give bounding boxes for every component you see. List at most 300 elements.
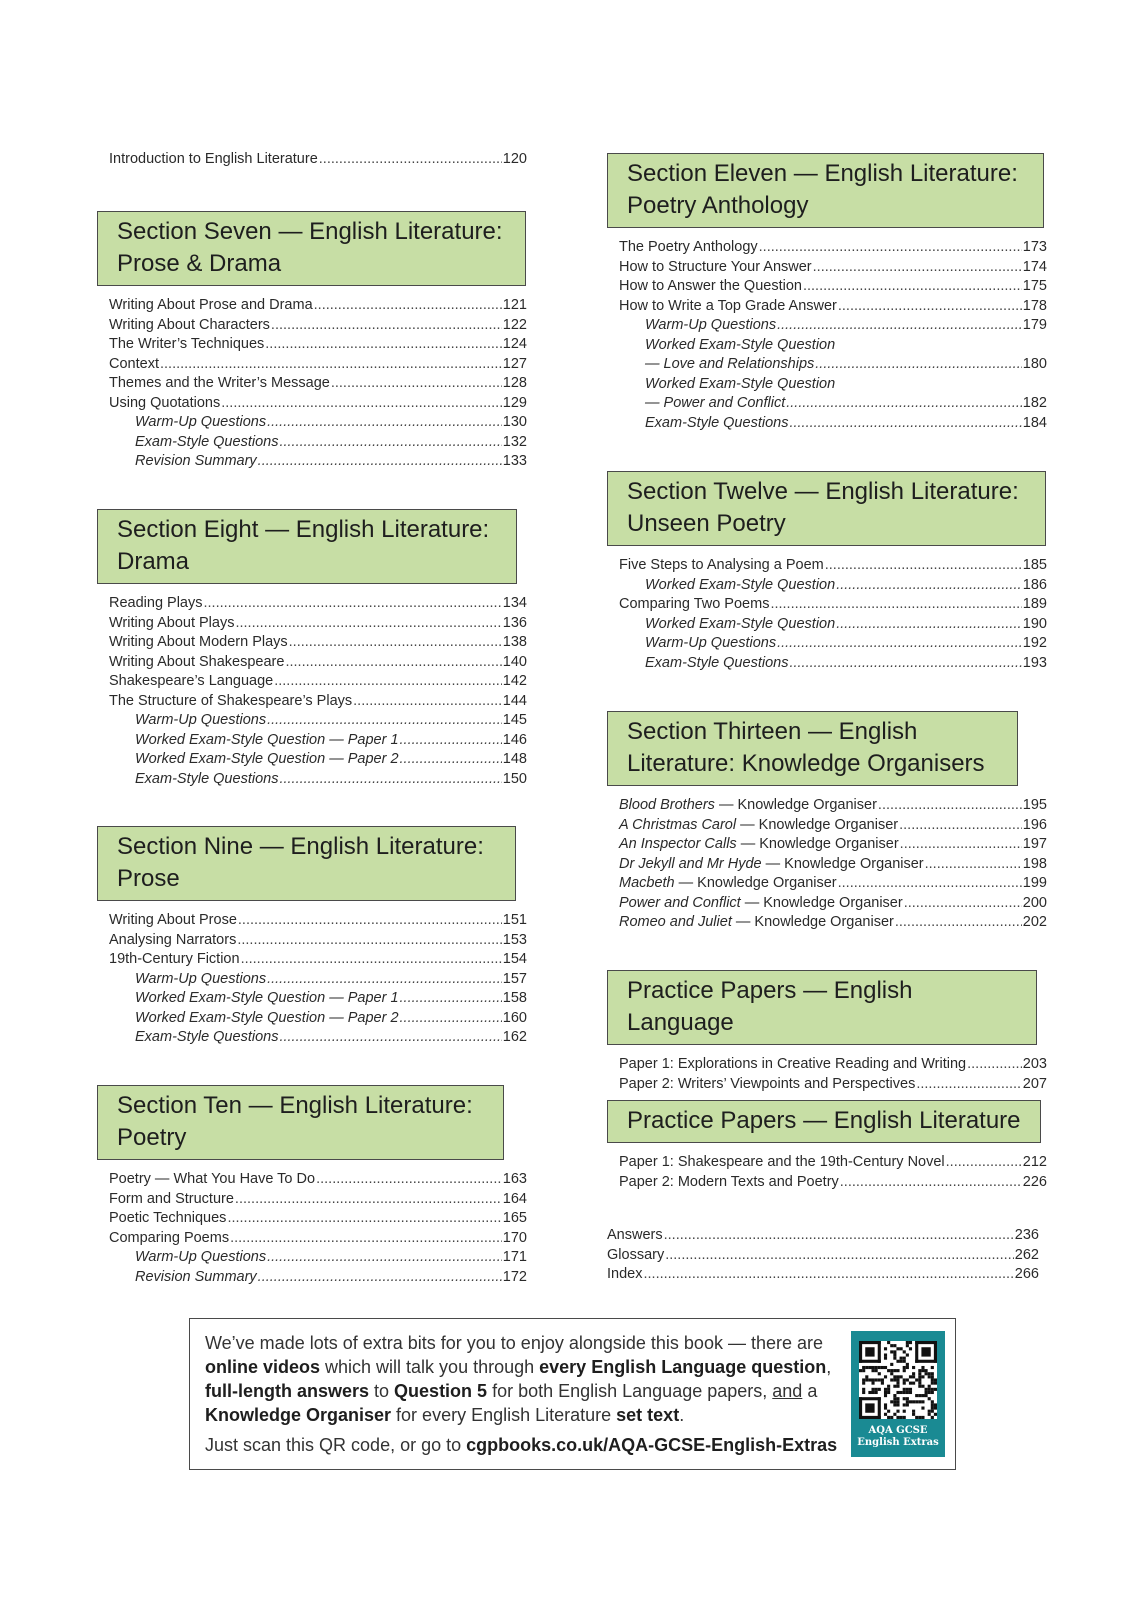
toc-entry-title: How to Write a Top Grade Answer: [619, 297, 837, 314]
toc-page-number: 190: [1022, 615, 1047, 632]
toc-entry[interactable]: [109, 970, 527, 990]
dot-leader: [267, 970, 502, 990]
toc-section: [97, 211, 527, 472]
toc-entry-title: [619, 816, 898, 836]
toc-entry[interactable]: [109, 633, 527, 653]
toc-entry-title: Shakespeare’s Language: [109, 673, 274, 689]
toc-entry-title: Writing About Prose and Drama: [109, 297, 313, 313]
toc-page-number: 157: [502, 970, 527, 987]
toc-entry-title: How to Answer the Question: [619, 278, 802, 294]
toc-entry[interactable]: [619, 556, 1047, 576]
dot-leader: [235, 1190, 502, 1210]
toc-page-number: 142: [502, 673, 527, 689]
toc-entry[interactable]: [619, 1153, 1047, 1173]
toc-entry[interactable]: [109, 1028, 527, 1048]
toc-page-number: 124: [502, 336, 527, 352]
toc-entry-title: — Power and Conflict: [645, 395, 786, 411]
toc-entry[interactable]: [619, 894, 1047, 914]
dot-leader: [267, 413, 502, 433]
section-heading-line: Poetry: [117, 1124, 187, 1151]
section-heading-line: Section Nine — English Literature:: [117, 833, 484, 860]
dot-leader: [900, 835, 1022, 855]
toc-entry-title: Warm-Up Questions: [135, 414, 267, 430]
section-heading[interactable]: [607, 1100, 1041, 1143]
back-matter-list: [607, 1226, 1039, 1285]
section-heading-line: Practice Papers — English Literature: [627, 1107, 1021, 1134]
toc-page-number: 174: [1022, 258, 1047, 275]
toc-page-number: 200: [1022, 894, 1047, 911]
dot-leader: [279, 1028, 501, 1048]
toc-entry[interactable]: [619, 394, 1047, 414]
toc-entry-title: Worked Exam-Style Question: [645, 336, 836, 353]
toc-entry-title: Paper 1: Explorations in Creative Reading and Writing: [619, 1056, 967, 1072]
toc-entry[interactable]: [109, 950, 527, 970]
toc-page-number: 160: [502, 1009, 527, 1026]
toc-entry-title: [619, 894, 903, 914]
toc-page-number: 158: [502, 990, 527, 1006]
toc-entry-title: Comparing Two Poems: [619, 596, 770, 612]
toc-page-number: 120: [502, 151, 527, 167]
dot-leader: [258, 1268, 502, 1288]
toc-entry-suffix: — Knowledge Organiser: [674, 875, 837, 891]
toc-entry[interactable]: [109, 931, 527, 951]
toc-page-number: 262: [1014, 1246, 1039, 1263]
dot-leader: [786, 394, 1022, 414]
dot-leader: [789, 414, 1021, 434]
toc-page-number: 122: [502, 316, 527, 333]
section-heading-line: Unseen Poetry: [627, 510, 786, 537]
toc-entry-title: Poetic Techniques: [109, 1210, 227, 1226]
toc-entry[interactable]: [109, 594, 527, 614]
scan-instruction: Just scan this QR code, or go to cgpbooks.co.uk/AQA-GCSE-English-Extras: [205, 1435, 838, 1455]
toc-entry-title: Form and Structure: [109, 1190, 234, 1207]
toc-entry[interactable]: [109, 1190, 527, 1210]
dot-leader: [759, 238, 1022, 258]
toc-entry-title: Answers: [607, 1227, 663, 1243]
toc-entry-title: Warm-Up Questions: [135, 1249, 267, 1265]
dot-leader: [314, 296, 502, 316]
dot-leader: [237, 931, 501, 951]
section-heading-line: Section Ten — English Literature:: [117, 1092, 473, 1119]
toc-entry-title: Writing About Prose: [109, 912, 237, 928]
toc-entry-title: [619, 855, 924, 875]
section-heading-line: Section Twelve — English Literature:: [627, 478, 1019, 505]
toc-entry-title: Context: [109, 355, 159, 372]
dot-leader: [836, 576, 1022, 596]
toc-entry[interactable]: [619, 1173, 1047, 1193]
toc-page-number: 128: [502, 375, 527, 391]
toc-entry-suffix: — Knowledge Organiser: [740, 894, 903, 911]
toc-entry-title: Introduction to English Literature: [109, 151, 318, 167]
toc-page-number: 173: [1022, 239, 1047, 255]
toc-page-number: 140: [502, 653, 527, 670]
dot-leader: [271, 316, 502, 336]
section-heading[interactable]: [97, 509, 517, 584]
toc-entry-title: Writing About Plays: [109, 614, 235, 631]
toc-page-number: 144: [502, 692, 527, 709]
toc-entry[interactable]: [619, 855, 1047, 875]
toc-page-number: 212: [1022, 1154, 1047, 1170]
dot-leader: [838, 874, 1022, 894]
toc-entry[interactable]: [619, 576, 1047, 596]
toc-entry-title: [619, 874, 837, 894]
toc-entry[interactable]: [109, 1268, 527, 1288]
dot-leader: [895, 913, 1022, 933]
toc-page-number: 236: [1014, 1227, 1039, 1243]
toc-page-number: 127: [502, 355, 527, 372]
toc-entry[interactable]: [109, 1229, 527, 1249]
toc-entry[interactable]: [109, 433, 527, 453]
qr-pattern: [859, 1341, 937, 1419]
toc-entry[interactable]: [109, 614, 527, 634]
toc-entry[interactable]: [109, 989, 527, 1009]
dot-leader: [899, 816, 1022, 836]
dot-leader: [925, 855, 1022, 875]
section-heading-line: Literature: Knowledge Organisers: [627, 750, 985, 777]
toc-page-number: 132: [502, 433, 527, 450]
toc-page-number: 179: [1022, 317, 1047, 333]
toc-page-number: 266: [1014, 1266, 1039, 1282]
toc-section: [97, 826, 527, 1048]
toc-entry-title: [619, 835, 899, 855]
toc-entry-text-title: Dr Jekyll and Mr Hyde: [619, 855, 762, 872]
dot-leader: [777, 634, 1022, 654]
toc-entry[interactable]: [619, 595, 1047, 615]
toc-page-number: 207: [1022, 1075, 1047, 1092]
dot-leader: [285, 653, 501, 673]
toc-page-number: 148: [502, 751, 527, 767]
dot-leader: [265, 335, 502, 355]
toc-page-number: 195: [1022, 797, 1047, 813]
toc-page-number: 193: [1022, 654, 1047, 671]
dot-leader: [840, 1173, 1022, 1193]
toc-entry[interactable]: [109, 355, 527, 375]
toc-entry[interactable]: [619, 1075, 1047, 1095]
section-heading-line: Prose: [117, 865, 180, 892]
toc-section: [607, 153, 1047, 433]
toc-entry[interactable]: [619, 258, 1047, 278]
dot-leader: [400, 731, 502, 751]
toc-entry-title: [619, 913, 894, 933]
toc-page-number: 203: [1022, 1056, 1047, 1072]
dot-leader: [204, 594, 502, 614]
toc-page-number: 151: [502, 912, 527, 928]
toc-entry[interactable]: [109, 1209, 527, 1229]
dot-leader: [916, 1075, 1021, 1095]
section-heading[interactable]: [97, 1085, 504, 1160]
toc-entry[interactable]: [619, 796, 1047, 816]
toc-page-number: 226: [1022, 1173, 1047, 1190]
toc-entry-list: [607, 1055, 1047, 1094]
toc-section: [97, 509, 527, 789]
toc-entry-title: Reading Plays: [109, 595, 203, 611]
toc-page-number: 202: [1022, 914, 1047, 930]
toc-page-number: 129: [502, 394, 527, 411]
toc-entry-title: Writing About Characters: [109, 316, 270, 333]
toc-entry-text-title: Romeo and Juliet: [619, 914, 732, 930]
toc-entry-suffix: — Knowledge Organiser: [736, 816, 899, 833]
dot-leader: [227, 1209, 501, 1229]
toc-entry-title: Writing About Shakespeare: [109, 653, 285, 670]
dot-leader: [319, 150, 502, 170]
toc-entry-title: Worked Exam-Style Question: [645, 615, 836, 632]
dot-leader: [777, 316, 1022, 336]
section-heading-line: Section Eleven — English Literature:: [627, 160, 1018, 187]
toc-entry[interactable]: [619, 1055, 1047, 1075]
toc-page-number: 180: [1022, 356, 1047, 372]
toc-page-number: 134: [502, 595, 527, 611]
toc-entry-title: Revision Summary: [135, 453, 257, 469]
dot-leader: [946, 1153, 1022, 1173]
qr-label: AQA GCSE English Extras: [857, 1425, 939, 1448]
toc-entry[interactable]: [619, 913, 1047, 933]
toc-entry-list: [607, 238, 1047, 433]
toc-page-number: 197: [1022, 836, 1047, 852]
dot-leader: [221, 394, 502, 414]
toc-entry-title: Worked Exam-Style Question — Paper 1: [135, 990, 399, 1006]
dot-leader: [836, 615, 1022, 635]
dot-leader: [353, 692, 502, 712]
toc-entry-title: Revision Summary: [135, 1268, 257, 1285]
toc-entry-list: [97, 911, 527, 1048]
toc-entry[interactable]: [619, 816, 1047, 836]
toc-entry-title: Exam-Style Questions: [645, 654, 789, 671]
dot-leader: [967, 1055, 1022, 1075]
toc-entry-title: Comparing Poems: [109, 1229, 230, 1246]
toc-page-number: 136: [502, 614, 527, 631]
toc-entry[interactable]: [619, 615, 1047, 635]
toc-entry-list: [97, 296, 527, 472]
toc-page-number: 198: [1022, 855, 1047, 872]
toc-entry[interactable]: [619, 297, 1047, 317]
toc-page-number: 153: [502, 931, 527, 948]
dot-leader: [331, 374, 502, 394]
toc-entry-title: Worked Exam-Style Question — Paper 2: [135, 1009, 399, 1026]
toc-entry[interactable]: [109, 653, 527, 673]
toc-entry-title: The Poetry Anthology: [619, 239, 758, 255]
dot-leader: [235, 614, 501, 634]
dot-leader: [825, 556, 1022, 576]
section-heading-line: Practice Papers — English Language: [627, 977, 913, 1036]
toc-entry-title: Index: [607, 1266, 643, 1282]
toc-page-number: 175: [1022, 278, 1047, 294]
toc-entry-title: Worked Exam-Style Question: [645, 375, 836, 392]
toc-page-number: 189: [1022, 596, 1047, 612]
dot-leader: [838, 297, 1022, 317]
toc-page-number: 138: [502, 634, 527, 650]
dot-leader: [643, 1265, 1013, 1285]
toc-entry[interactable]: [109, 1170, 527, 1190]
toc-page-number: 185: [1022, 557, 1047, 573]
toc-entry[interactable]: [619, 336, 1047, 356]
toc-entry[interactable]: [619, 654, 1047, 674]
dot-leader: [770, 595, 1021, 615]
toc-entry-title: Using Quotations: [109, 394, 221, 411]
dot-leader: [400, 989, 502, 1009]
toc-entry-title: Exam-Style Questions: [135, 770, 279, 787]
toc-entry[interactable]: [109, 374, 527, 394]
toc-entry-list: [97, 594, 527, 789]
toc-entry-title: Exam-Style Questions: [135, 1029, 279, 1045]
toc-entry-list: [607, 796, 1047, 933]
toc-entry-list: [607, 556, 1047, 673]
section-heading-line: Prose & Drama: [117, 250, 282, 277]
toc-page-number: 165: [502, 1210, 527, 1226]
toc-page-number: 150: [502, 770, 527, 787]
dot-leader: [665, 1246, 1014, 1266]
toc-entry-title: 19th-Century Fiction: [109, 951, 240, 967]
toc-entry[interactable]: [619, 316, 1047, 336]
toc-page-number: 121: [502, 297, 527, 313]
toc-section: [97, 1085, 527, 1287]
toc-entry-suffix: — Knowledge Organiser: [714, 797, 877, 813]
toc-entry-title: Worked Exam-Style Question — Paper 1: [135, 731, 399, 748]
toc-entry[interactable]: [109, 770, 527, 790]
dot-leader: [258, 452, 502, 472]
dot-leader: [664, 1226, 1014, 1246]
dot-leader: [400, 750, 502, 770]
dot-leader: [803, 277, 1022, 297]
toc-entry-title: Themes and the Writer’s Message: [109, 375, 330, 391]
toc-entry-title: [619, 796, 877, 816]
toc-entry-title: Worked Exam-Style Question: [645, 576, 836, 593]
toc-entry[interactable]: [619, 355, 1047, 375]
toc-entry[interactable]: [619, 414, 1047, 434]
extras-url-link[interactable]: cgpbooks.co.uk/AQA-GCSE-English-Extras: [466, 1435, 838, 1455]
dot-leader: [238, 911, 502, 931]
dot-leader: [789, 654, 1021, 674]
section-heading[interactable]: [97, 826, 516, 901]
toc-entry-title: How to Structure Your Answer: [619, 258, 812, 275]
toc-entry[interactable]: [619, 277, 1047, 297]
toc-entry[interactable]: [109, 711, 527, 731]
extras-description: We’ve made lots of extra bits for you to enjoy alongside this book — there are online videos which will talk you through every English Language question, full-length answers to Question 5 for both English Language papers, and a Knowledge Organiser for every English Literature set text.: [205, 1333, 832, 1425]
toc-entry-list: [97, 1170, 527, 1287]
toc-entry[interactable]: [607, 1226, 1039, 1246]
toc-page-number: 171: [502, 1249, 527, 1265]
toc-entry-text-title: Power and Conflict: [619, 894, 741, 911]
toc-entry[interactable]: [109, 731, 527, 751]
toc-entry[interactable]: [109, 394, 527, 414]
toc-entry-title: — Love and Relationships: [645, 356, 815, 372]
toc-entry-title: Paper 2: Writers’ Viewpoints and Perspectives: [619, 1075, 916, 1092]
dot-leader: [878, 796, 1022, 816]
toc-entry[interactable]: [607, 1265, 1039, 1285]
dot-leader: [316, 1170, 502, 1190]
section-heading-line: Poetry Anthology: [627, 192, 809, 219]
toc-entry-text-title: An Inspector Calls: [619, 836, 737, 852]
toc-entry-list: [607, 1153, 1047, 1192]
toc-entry-suffix: — Knowledge Organiser: [736, 836, 899, 852]
toc-entry[interactable]: [109, 413, 527, 433]
toc-section: [607, 471, 1047, 673]
dot-leader: [267, 711, 502, 731]
toc-page-number: 186: [1022, 576, 1047, 593]
section-heading-line: Drama: [117, 548, 190, 575]
toc-entry[interactable]: [109, 692, 527, 712]
toc-entry[interactable]: [109, 296, 527, 316]
toc-page-number: 172: [502, 1268, 527, 1285]
dot-leader: [279, 433, 501, 453]
toc-entry-title: The Structure of Shakespeare’s Plays: [109, 692, 353, 709]
dot-leader: [904, 894, 1022, 914]
toc-entry-suffix: — Knowledge Organiser: [731, 914, 894, 930]
section-heading[interactable]: [607, 711, 1018, 786]
toc-page-number: 154: [502, 951, 527, 967]
toc-entry[interactable]: [109, 750, 527, 770]
toc-entry[interactable]: [109, 911, 527, 931]
qr-code-icon[interactable]: [859, 1341, 937, 1419]
toc-entry[interactable]: [619, 634, 1047, 654]
toc-page-number: 196: [1022, 816, 1047, 833]
dot-leader: [289, 633, 502, 653]
toc-section: [607, 1100, 1047, 1192]
section-heading-line: Section Thirteen — English: [627, 718, 918, 745]
section-heading[interactable]: [607, 153, 1044, 228]
toc-page-number: 184: [1022, 414, 1047, 431]
dot-leader: [274, 672, 502, 692]
dot-leader: [241, 950, 502, 970]
toc-entry-suffix: — Knowledge Organiser: [761, 855, 924, 872]
toc-page-number: 163: [502, 1171, 527, 1187]
toc-entry[interactable]: [109, 672, 527, 692]
toc-entry[interactable]: [619, 835, 1047, 855]
toc-entry[interactable]: [109, 335, 527, 355]
section-heading-line: Section Eight — English Literature:: [117, 516, 490, 543]
toc-page-number: 170: [502, 1229, 527, 1246]
toc-entry-title: Warm-Up Questions: [135, 970, 267, 987]
toc-entry[interactable]: [109, 316, 527, 336]
qr-code-block[interactable]: [851, 1331, 945, 1457]
toc-page-number: 162: [502, 1029, 527, 1045]
section-heading[interactable]: [97, 211, 526, 286]
dot-leader: [400, 1009, 502, 1029]
toc-entry[interactable]: [619, 375, 1047, 395]
toc-page-number: 192: [1022, 635, 1047, 651]
toc-section: [607, 711, 1047, 933]
toc-entry-title: Analysing Narrators: [109, 931, 237, 948]
toc-entry[interactable]: [109, 1009, 527, 1029]
toc-entry-introduction[interactable]: [109, 150, 527, 170]
toc-entry-title: Glossary: [607, 1246, 665, 1263]
toc-entry[interactable]: [619, 874, 1047, 894]
toc-entry[interactable]: [607, 1246, 1039, 1266]
toc-entry-title: Exam-Style Questions: [135, 433, 279, 450]
toc-entry[interactable]: [109, 452, 527, 472]
section-heading[interactable]: [607, 471, 1046, 546]
toc-page-number: 145: [502, 712, 527, 728]
toc-entry-title: Paper 1: Shakespeare and the 19th-Century Novel: [619, 1154, 945, 1170]
toc-entry-text-title: Macbeth: [619, 875, 675, 891]
toc-entry[interactable]: [109, 1248, 527, 1268]
dot-leader: [279, 770, 501, 790]
toc-entry-text-title: Blood Brothers: [619, 797, 715, 813]
toc-entry-title: Worked Exam-Style Question — Paper 2: [135, 751, 399, 767]
section-heading[interactable]: [607, 970, 1037, 1045]
toc-page-number: 199: [1022, 875, 1047, 891]
toc-page-number: 182: [1022, 395, 1047, 411]
toc-entry-title: Paper 2: Modern Texts and Poetry: [619, 1173, 839, 1190]
dot-leader: [267, 1248, 502, 1268]
toc-entry-text-title: A Christmas Carol: [619, 816, 737, 833]
toc-page-number: 146: [502, 731, 527, 748]
toc-entry-title: Warm-Up Questions: [645, 317, 777, 333]
toc-entry[interactable]: [619, 238, 1047, 258]
toc-page-number: 178: [1022, 297, 1047, 314]
toc-entry-title: Warm-Up Questions: [645, 635, 777, 651]
dot-leader: [813, 258, 1022, 278]
toc-entry-title: The Writer’s Techniques: [109, 336, 265, 352]
